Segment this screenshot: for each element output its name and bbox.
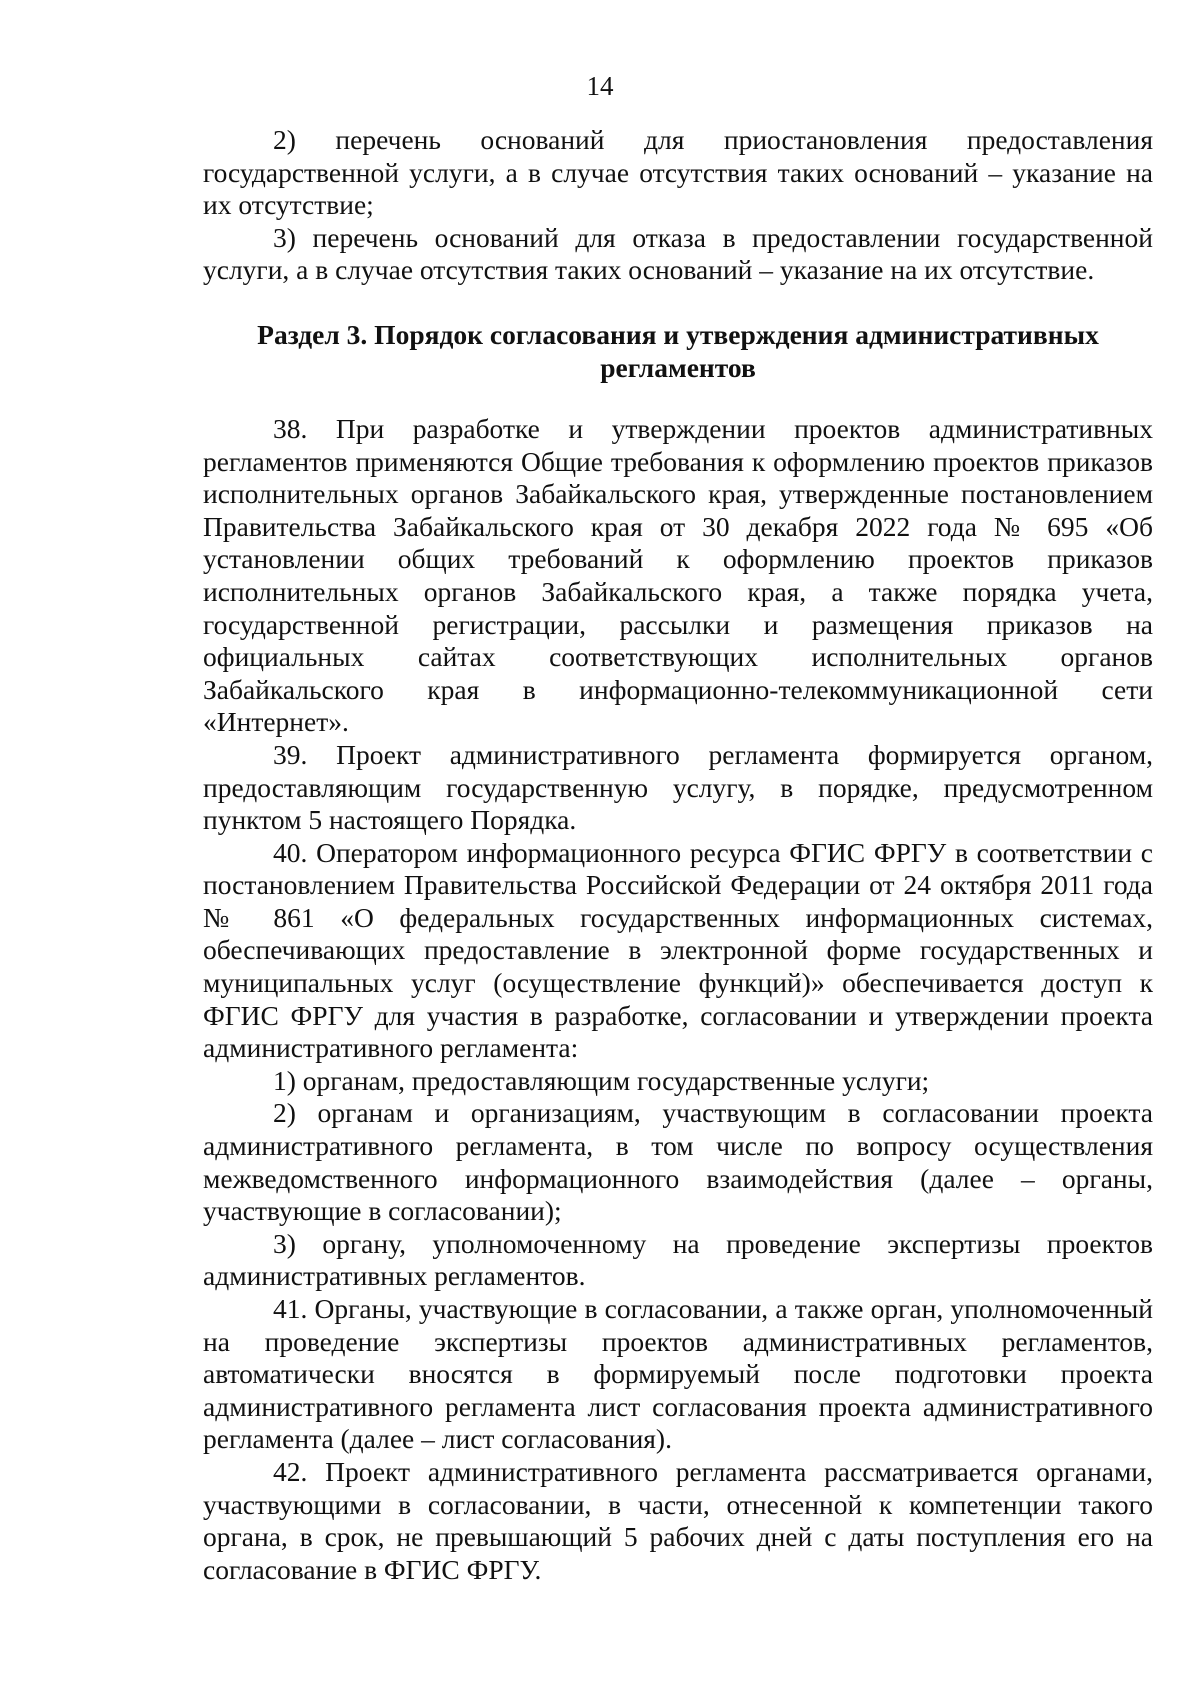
paragraph-40: 40. Оператором информационного ресурса ФГИС ФРГУ в соответствии с постановлением Правительства Российской Федерации от 24 октября 2011 года № 861 «О федеральных государственных информационных системах, обеспечивающих предоставление в электронной форме государственных и муниципальных услуг (осуществление функций)» обеспечивается доступ к ФГИС ФРГУ для участия в разработке, согласовании и утверждении проекта административного регламента: [203,836,1153,1064]
paragraph-40-item-1: 1) органам, предоставляющим государственные услуги; [273,1064,930,1096]
paragraph-41: 41. Органы, участвующие в согласовании, а также орган, уполномоченный на проведение экспертизы проектов административных регламентов, автоматически вносятся в формируемый после подготовки проекта административного регламента лист согласования проекта административного регламента (далее – лист согласования). [203,1293,1153,1455]
paragraph-39: 39. Проект административного регламента формируется органом, предоставляющим государственную услугу, в порядке, предусмотренном пунктом 5 настоящего Порядка. [203,738,1153,836]
paragraph-42: 42. Проект административного регламента рассматривается органами, участвующими в согласовании, в части, отнесенной к компетенции такого органа, в срок, не превышающий 5 рабочих дней с даты поступления его на согласование в ФГИС ФРГУ. [203,1455,1153,1585]
paragraph-38: 38. При разработке и утверждении проектов административных регламентов применяются Общие требования к оформлению проектов приказов исполнительных органов Забайкальского края, утвержденные постановлением Правительства Забайкальского края от 30 декабря 2022 года № 695 «Об установлении общих требований к оформлению проектов приказов исполнительных органов Забайкальского края, а также порядка учета, государственной регистрации, рассылки и размещения приказов на официальных сайтах соответствующих исполнительных органов Забайкальского края в информационно-телекоммуникационной сети «Интернет». [203,412,1153,738]
section-heading: Раздел 3. Порядок согласования и утверждения административных регламентов [257,318,1099,383]
page-number: 14 [586,71,614,101]
paragraph-item-2-suspension-grounds: 2) перечень оснований для приостановления предоставления государственной услуги, а в случае отсутствия таких оснований – указание на их отсутствие; [203,124,1153,221]
paragraph-item-3-refusal-grounds: 3) перечень оснований для отказа в предоставлении государственной услуги, а в случае отсутствия таких оснований – указание на их отсутствие. [203,221,1153,286]
document-body [203,124,1153,1586]
paragraph-40-item-3: 3) органу, уполномоченному на проведение экспертизы проектов административных регламентов. [203,1227,1153,1292]
paragraph-40-item-2: 2) органам и организациям, участвующим в согласовании проекта административного регламента, в том числе по вопросу осуществления межведомственного информационного взаимодействия (далее – органы, участвующие в согласовании); [203,1097,1153,1227]
